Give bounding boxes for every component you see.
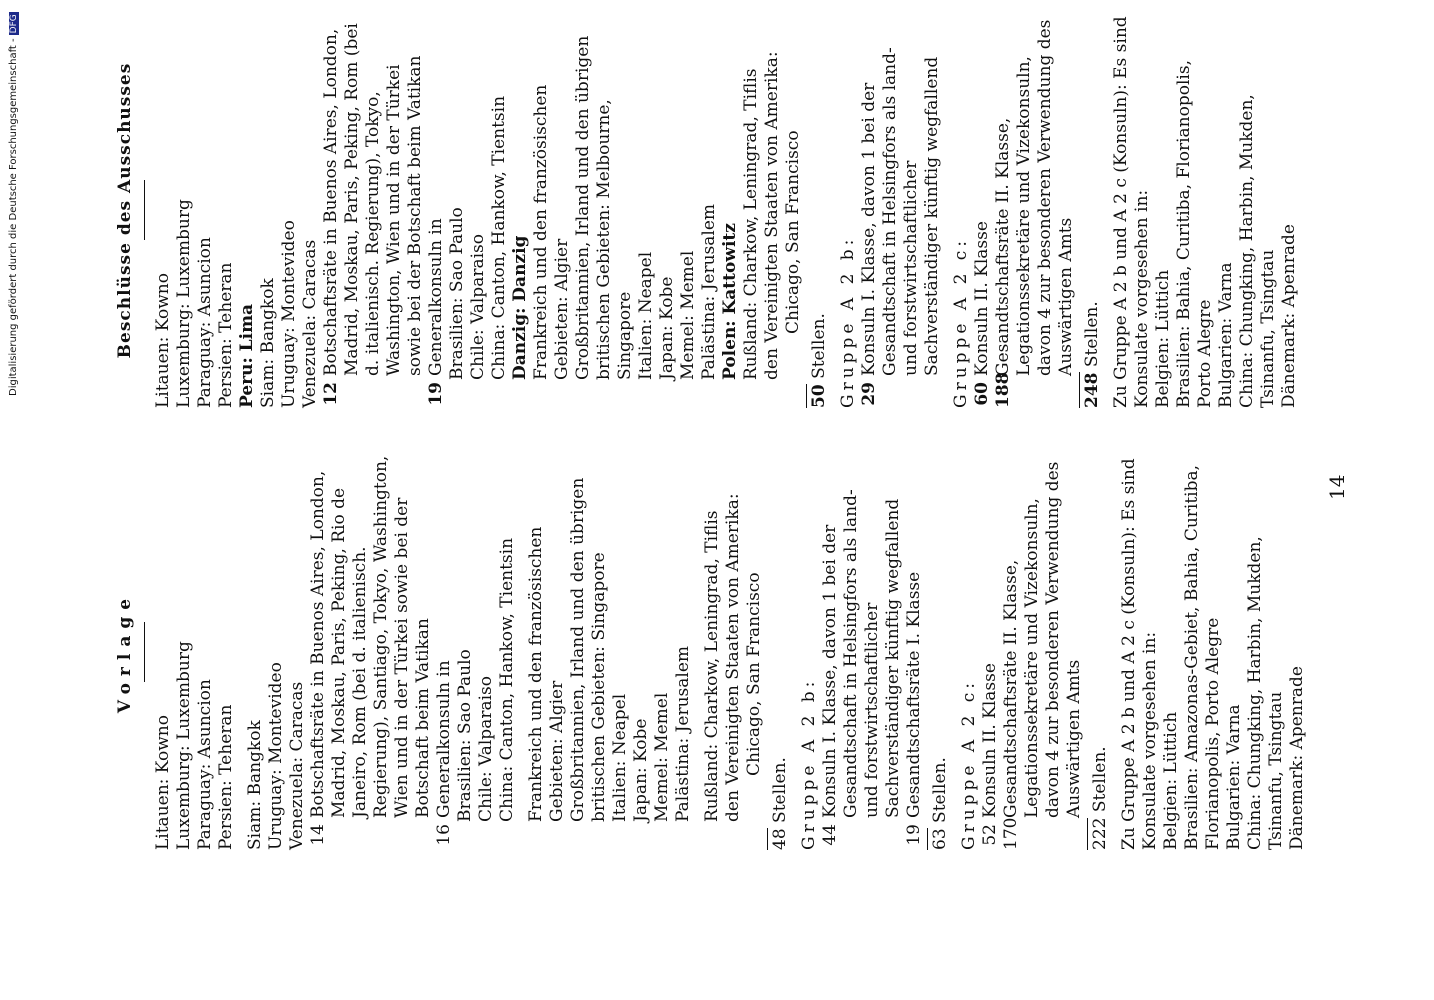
total-stellen	[806, 13, 830, 408]
entry-text: Konsuln I. Klasse, davon 1 bei der Gesandtschaft in Helsingfors als land- und forstwirtschaftlicher Sachverständiger künftig wegfallend	[820, 489, 903, 818]
konsulate-list	[1119, 455, 1308, 850]
entry-text: Gesandtschaftsräte I. Klasse	[904, 571, 924, 818]
list-item: den Vereinigten Staaten von Amerika:	[723, 493, 743, 822]
list-item: den Vereinigten Staaten von Amerika:	[762, 51, 782, 380]
entry-count: 188	[993, 372, 1013, 408]
list-item: Belgien: Lüttich	[1153, 269, 1173, 408]
group-heading-a2b: Gruppe A 2 b:	[799, 677, 819, 850]
entry-generalkonsuln	[434, 455, 455, 850]
entry-count: 52	[980, 824, 1000, 846]
entry-text: Botschaftsräte in Buenos Aires, London, Madrid, Moskau, Paris, Peking, Rio de Janeiro, Rom (bei d. italienisch. Regierung), Santiago, Tokyo, Washington, Wien und in der Türkei sowie bei der Botschaft beim Vatikan	[308, 455, 433, 818]
entry-text: Konsuln II. Klasse	[980, 663, 1000, 818]
list-item-added: Polen: Kattowitz	[720, 223, 740, 380]
list-item: Litauen: Kowno	[153, 715, 173, 850]
list-item: Memel: Memel	[652, 692, 672, 822]
entry-count: 44	[820, 824, 840, 846]
group-heading-a2c: Gruppe A 2 c:	[951, 236, 971, 408]
total-stellen	[927, 455, 951, 850]
list-item: Chicago, San Francisco	[783, 130, 803, 334]
digitization-footer	[8, 12, 19, 396]
list-item: Venezuela: Caracas	[300, 239, 320, 408]
entry-gesandtschaftsraete-2	[993, 13, 1077, 408]
list-item: Zu Gruppe A 2 b und A 2 c (Konsuln): Es sind Konsulate vorgesehen in:	[1119, 458, 1160, 850]
total-stellen	[1087, 455, 1111, 850]
entry-text: Konsuln II. Klasse	[972, 221, 992, 376]
entry-konsuln-1	[820, 455, 904, 850]
spacer	[518, 455, 526, 822]
list-item: China: Canton, Hankow, Tientsin	[489, 95, 509, 380]
list-item: Venezuela: Caracas	[287, 681, 307, 850]
list-item-added: Danzig: Danzig	[510, 235, 530, 380]
entry-text: Botschaftsräte in Buenos Aires, London, Madrid, Moskau, Paris, Peking, Rom (bei d. italienisch. Regierung), Tokyo, Washington, Wien und in der Türkei sowie bei der Botschaft beim Vatikan	[321, 23, 425, 376]
list-item: Frankreich und den französischen Gebieten: Algier	[526, 526, 567, 822]
list-item: Memel: Memel	[678, 250, 698, 380]
total-count: 222	[1087, 818, 1111, 850]
list-item: Palästina: Jerusalem	[673, 645, 693, 822]
column-heading-beschluesse: Beschlüsse des Ausschusses	[115, 62, 135, 359]
list-item: Rußland: Charkow, Leningrad, Tiflis	[741, 68, 761, 380]
page-number: 14	[1325, 474, 1349, 500]
column-beschluesse	[115, 13, 1300, 408]
total-stellen	[1079, 13, 1103, 408]
heading-rule	[144, 181, 145, 241]
country-list	[153, 13, 321, 408]
total-count: 48	[767, 828, 791, 850]
generalkonsuln-list	[455, 455, 765, 850]
total-count: 63	[927, 828, 951, 850]
list-item: Litauen: Kowno	[153, 273, 173, 408]
list-item: Belgien: Lüttich	[1161, 711, 1181, 850]
entry-text: Generalkonsuln in	[426, 218, 446, 376]
list-item: Rußland: Charkow, Leningrad, Tiflis	[702, 510, 722, 822]
footer-text: Digitalisierung gefördert durch die Deutsche Forschungsgemeinschaft -	[8, 38, 19, 396]
entry-generalkonsuln	[426, 13, 447, 408]
list-item: Chile: Valparaiso	[468, 234, 488, 380]
entry-count: 14	[308, 824, 328, 846]
entry-count: 170	[1001, 817, 1021, 850]
entry-botschaftsraete	[321, 13, 426, 408]
entry-konsuln-1	[859, 13, 943, 408]
list-item: Frankreich und den französischen Gebieten: Algier	[531, 84, 572, 380]
list-item: Chicago, San Francisco	[744, 572, 764, 776]
total-label: Stellen.	[770, 757, 790, 823]
entry-count: 12	[321, 382, 341, 406]
spacer	[694, 455, 702, 822]
group-heading-a2b: Gruppe A 2 b:	[838, 235, 858, 408]
total-count: 50	[806, 384, 830, 408]
generalkonsuln-list	[447, 13, 804, 408]
list-item: Chile: Valparaiso	[476, 676, 496, 822]
list-item: Zu Gruppe A 2 b und A 2 c (Konsuln): Es sind Konsulate vorgesehen in:	[1111, 16, 1152, 408]
total-label: Stellen.	[930, 757, 950, 823]
list-item: Palästina: Jerusalem	[699, 203, 719, 380]
total-label: Stellen.	[809, 313, 829, 379]
list-item: Paraguay: Asuncion	[195, 237, 215, 408]
country-list	[153, 455, 308, 850]
total-label: Stellen.	[1090, 746, 1110, 813]
group-heading-a2c: Gruppe A 2 c:	[959, 678, 979, 850]
heading-rule	[144, 623, 145, 683]
entry-text: Generalkonsuln in	[434, 660, 454, 818]
column-vorlage	[115, 455, 1308, 850]
dfg-logo: DFG	[9, 14, 19, 34]
list-item: Uruguay: Montevideo	[279, 220, 299, 408]
entry-text: Gesandtschaftsräte II. Klasse, Legationssekretäre und Vizekonsuln, davon 4 zur besonderen Verwendung des Auswärtigen Amts	[1001, 461, 1084, 818]
list-item: China: Chungking, Harbin, Mukden, Tsinanfu, Tsingtau	[1237, 94, 1278, 408]
list-item: Japan: Kobe	[657, 276, 677, 380]
list-item: Bulgarien: Varna	[1216, 262, 1236, 408]
spacer	[1103, 13, 1111, 408]
list-item-added: Peru: Lima	[237, 303, 257, 408]
total-stellen	[767, 455, 791, 850]
entry-text: Konsuln I. Klasse, davon 1 bei der Gesandtschaft in Helsingfors als land- und forstwirtschaftlicher Sachverständiger künftig wegfallend	[859, 47, 942, 376]
list-item: Großbritannien, Irland und den übrigen britischen Gebieten: Melbourne, Singapore	[573, 35, 635, 380]
entry-text: Gesandtschaftsräte II. Klasse, Legationssekretäre und Vizekonsuln, davon 4 zur besonderen Verwendung des Auswärtigen Amts	[993, 19, 1076, 376]
list-item: Italien: Neapel	[636, 251, 656, 380]
entry-gesandtschaftsraete-1	[904, 455, 925, 850]
list-item: Dänemark: Apenrade	[1279, 224, 1299, 408]
list-item: Siam: Bangkok	[245, 720, 265, 850]
list-item: Italien: Neapel	[610, 693, 630, 822]
entry-count: 19	[426, 382, 446, 406]
list-item: Dänemark: Apenrade	[1287, 666, 1307, 850]
total-count: 248	[1079, 373, 1103, 409]
list-item: Großbritannien, Irland und den übrigen britischen Gebieten: Singapore	[568, 477, 609, 822]
list-item: Bulgarien: Varna	[1224, 704, 1244, 850]
entry-count: 29	[859, 382, 879, 406]
entry-konsuln-2	[972, 13, 993, 408]
list-item: Uruguay: Montevideo	[266, 662, 286, 850]
list-item: Persien: Teheran	[216, 262, 236, 408]
entry-gesandtschaftsraete-2	[1001, 455, 1085, 850]
list-item: China: Chungking, Harbin, Mukden, Tsinanfu, Tsingtau	[1245, 536, 1286, 850]
entry-count: 19	[904, 824, 924, 846]
spacer	[1111, 455, 1119, 850]
list-item: Brasilien: Bahia, Curitiba, Florianopolis, Porto Alegre	[1174, 60, 1215, 408]
entry-count: 16	[434, 824, 454, 846]
column-heading-vorlage: Vorlage	[115, 591, 135, 714]
list-item: Paraguay: Asuncion	[195, 679, 215, 850]
total-label: Stellen.	[1082, 301, 1102, 368]
list-item: Siam: Bangkok	[258, 278, 278, 408]
list-item: Brasilien: Sao Paulo	[447, 207, 467, 380]
konsulate-list	[1111, 13, 1300, 408]
list-item: Japan: Kobe	[631, 718, 651, 822]
entry-konsuln-2	[980, 455, 1001, 850]
list-item: China: Canton, Hankow, Tientsin	[497, 537, 517, 822]
spacer	[237, 455, 245, 850]
list-item: Brasilien: Sao Paulo	[455, 649, 475, 822]
list-item: Persien: Teheran	[216, 704, 236, 850]
entry-botschaftsraete	[308, 455, 434, 850]
list-item: Brasilien: Amazonas-Gebiet, Bahia, Curitiba, Florianopolis, Porto Alegre	[1182, 464, 1223, 850]
entry-count: 60	[972, 382, 992, 406]
list-item: Luxemburg: Luxemburg	[174, 641, 194, 850]
list-item: Luxemburg: Luxemburg	[174, 199, 194, 408]
